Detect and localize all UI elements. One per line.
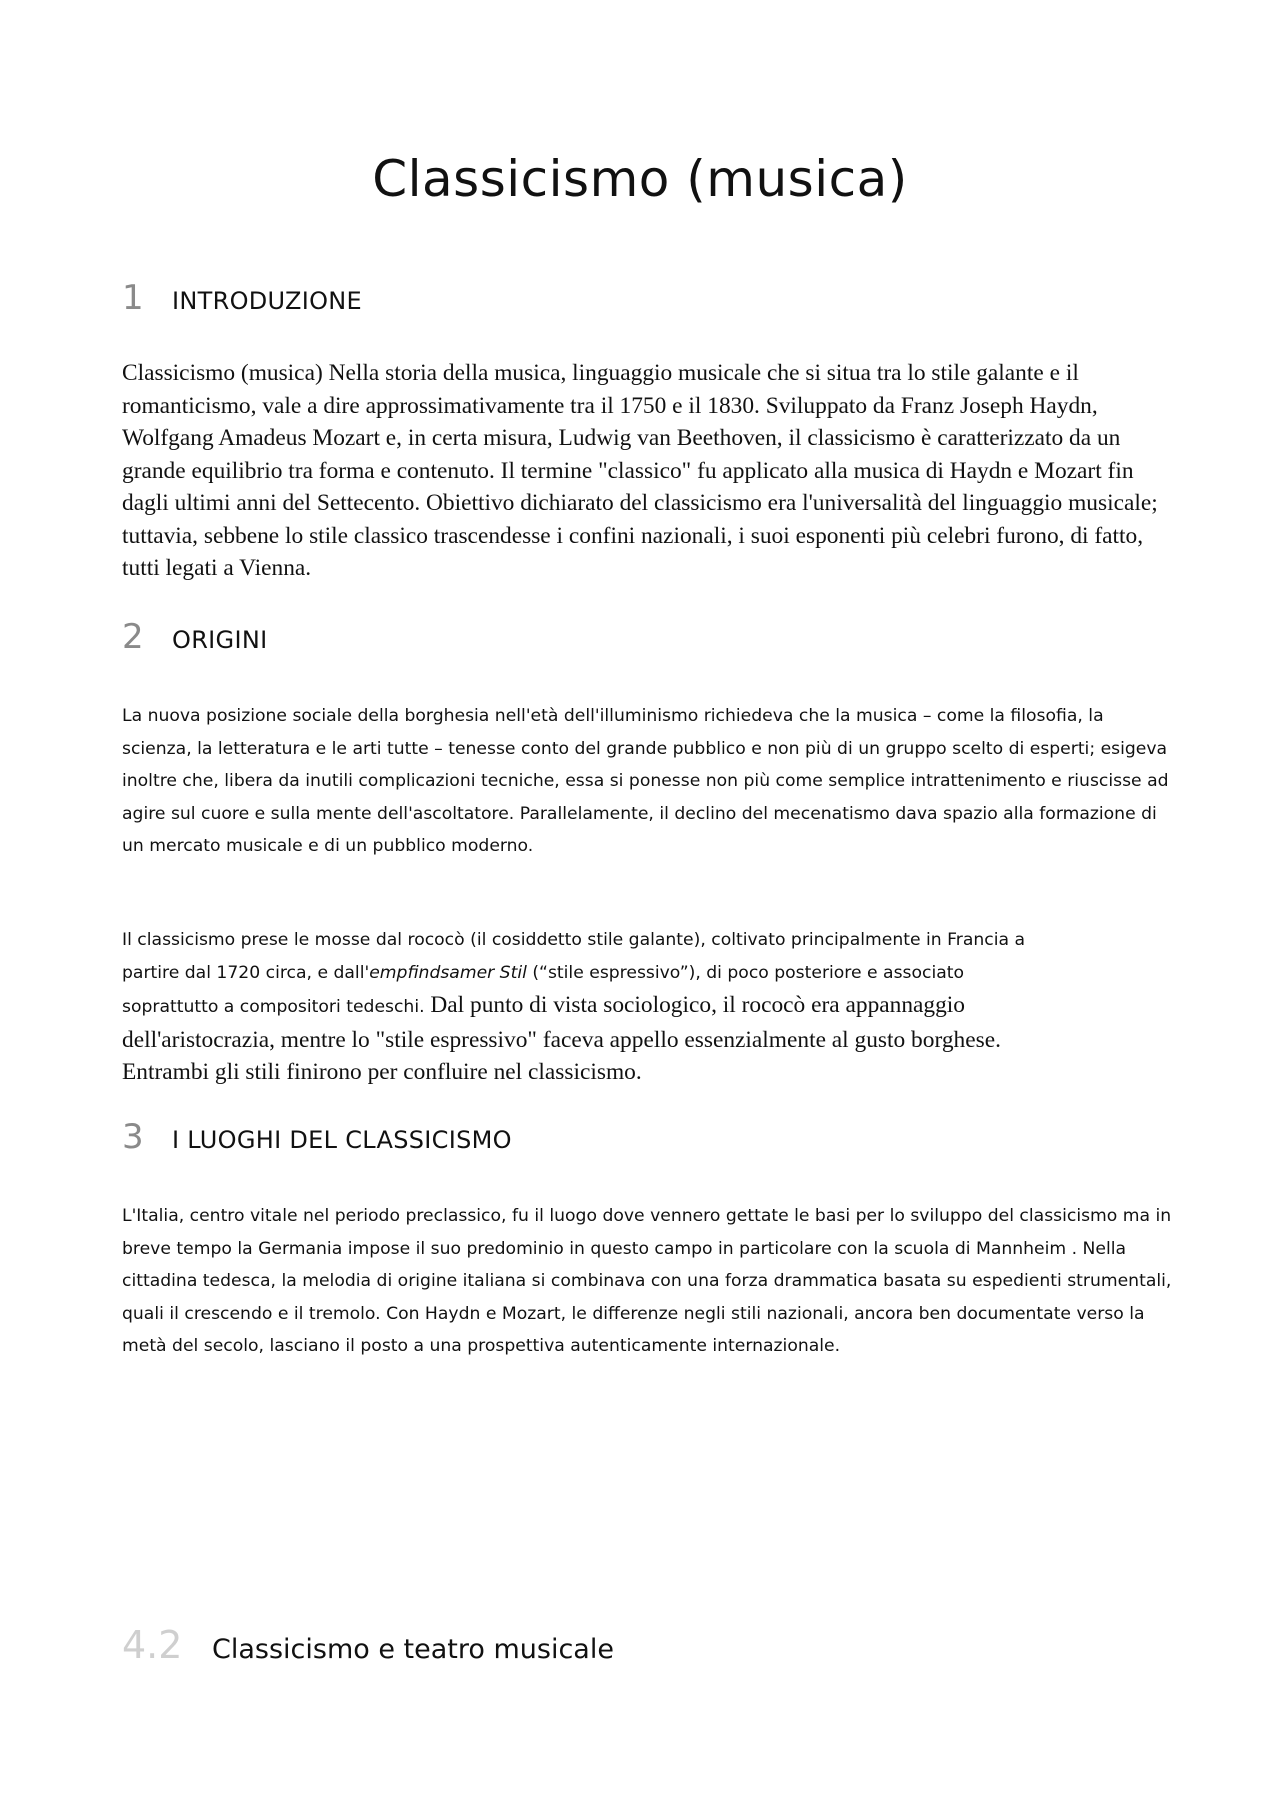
- paragraph-line: Entrambi gli stili finirono per confluire nel classicismo.: [122, 1059, 642, 1085]
- text-run: soprattutto a compositori tedeschi.: [122, 997, 425, 1017]
- text-run: Dal punto di vista sociologico, il rococò era appannaggio: [424, 992, 966, 1018]
- paragraph-line: dell'aristocrazia, mentre lo "stile espressivo" faceva appello essenzialmente al gusto borghese.: [122, 1026, 1001, 1053]
- origini-paragraph-2: [122, 924, 1182, 1089]
- paragraph-line: Il classicismo prese le mosse dal rococò (il cosiddetto stile galante), coltivato principalmente in Francia a: [122, 930, 1026, 950]
- section-number: 2: [122, 617, 144, 657]
- paragraph-line: [122, 989, 1182, 1024]
- section-title: INTRODUZIONE: [172, 287, 363, 315]
- text-run: (“stile espressivo”), di poco posteriore e associato: [526, 962, 965, 983]
- section-heading-introduzione: [122, 278, 362, 318]
- paragraph-line: [122, 957, 1182, 990]
- italic-term: empfindsamer Stil: [369, 962, 527, 983]
- luoghi-paragraph: L'Italia, centro vitale nel periodo preclassico, fu il luogo dove vennero gettate le basi per lo sviluppo del classicismo ma in breve tempo la Germania impose il suo predominio in questo campo in particolare con la scuola di Mannheim . Nella cittadina tedesca, la melodia di origine italiana si combinava con una forza drammatica basata su espedienti strumentali, quali il crescendo e il tremolo. Con Haydn e Mozart, le differenze negli stili nazionali, ancora ben documentate verso la metà del secolo, lasciano il posto a una prospettiva autenticamente internazionale.: [122, 1206, 1172, 1356]
- section-number: 1: [122, 278, 144, 318]
- page-title: Classicismo (musica): [372, 150, 908, 208]
- subsection-heading-teatro-musicale: [122, 1623, 614, 1667]
- origini-paragraph-1: La nuova posizione sociale della borghesia nell'età dell'illuminismo richiedeva che la musica – come la filosofia, la scienza, la letteratura e le arti tutte – tenesse conto del grande pubblico e non più di un gruppo scelto di esperti; esigeva inoltre che, libera da inutili complicazioni tecniche, essa si ponesse non più come semplice intrattenimento e riuscisse ad agire sul cuore e sulla mente dell'ascoltatore. Parallelamente, il declino del mecenatismo dava spazio alla formazione di un mercato musicale e di un pubblico moderno.: [122, 706, 1169, 856]
- section-number: 3: [122, 1117, 144, 1157]
- section-title: ORIGINI: [172, 626, 268, 654]
- text-run: partire dal 1720 circa, e dall': [122, 962, 370, 983]
- section-heading-luoghi: [122, 1117, 512, 1157]
- introduzione-paragraph: Classicismo (musica) Nella storia della musica, linguaggio musicale che si situa tra lo stile galante e il romanticismo, vale a dire approssimativamente tra il 1750 e il 1830. Sviluppato da Franz Joseph Haydn, Wolfgang Amadeus Mozart e, in certa misura, Ludwig van Beethoven, il classicismo è caratterizzato da un grande equilibrio tra forma e contenuto. Il termine "classico" fu applicato alla musica di Haydn e Mozart fin dagli ultimi anni del Settecento. Obiettivo dichiarato del classicismo era l'universalità del linguaggio musicale; tuttavia, sebbene lo stile classico trascendesse i confini nazionali, i suoi esponenti più celebri furono, di fatto, tutti legati a Vienna.: [122, 360, 1158, 581]
- section-heading-origini: [122, 617, 267, 657]
- subsection-title: Classicismo e teatro musicale: [212, 1634, 614, 1665]
- section-title: I LUOGHI DEL CLASSICISMO: [172, 1126, 512, 1154]
- subsection-number: 4.2: [122, 1623, 183, 1667]
